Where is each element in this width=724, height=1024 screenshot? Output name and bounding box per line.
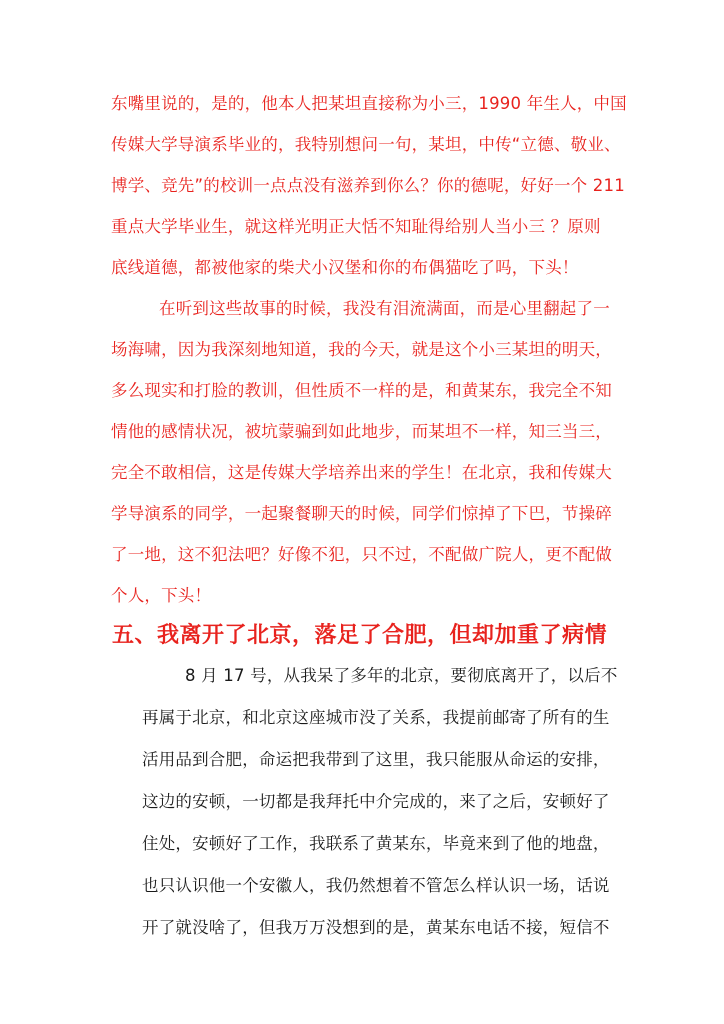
section-heading: 五、我离开了北京，落足了合肥，但却加重了病情: [112, 623, 608, 648]
red-paragraph-line: 重点大学毕业生，就这样光明正大恬不知耻得给别人当小三 ？原则: [111, 217, 601, 236]
black-paragraph-line: 8 月 17 号，从我呆了多年的北京，要彻底离开了，以后不: [185, 666, 618, 685]
black-paragraph-line: 开了就没啥了，但我万万没想到的是，黄某东电话不接，短信不: [142, 918, 610, 937]
red-paragraph-line: 东嘴里说的，是的，他本人把某坦直接称为小三，1990 年生人，中国: [111, 94, 627, 113]
red-paragraph-line: 传媒大学导演系毕业的，我特别想问一句，某坦，中传“立德、敬业、: [111, 135, 621, 154]
black-paragraph-line: 也只认识他一个安徽人，我仍然想着不管怎么样认识一场，话说: [142, 876, 610, 895]
red-paragraph-line: 博学、竞先”的校训一点点没有滋养到你么？你的德呢，好好一个 211: [111, 176, 625, 195]
red-paragraph-line: 底线道德，都被他家的柴犬小汉堡和你的布偶猫吃了吗，下头！: [111, 258, 579, 277]
black-paragraph-line: 这边的安顿，一切都是我拜托中介完成的，来了之后，安顿好了: [142, 792, 610, 811]
red-paragraph-line: 完全不敢相信，这是传媒大学培养出来的学生！在北京，我和传媒大: [111, 463, 612, 482]
red-paragraph-line: 学导演系的同学，一起聚餐聊天的时候，同学们惊掉了下巴，节操碎: [111, 504, 612, 523]
red-paragraph-line: 情他的感情状况，被坑蒙骗到如此地步，而某坦不一样，知三当三，: [111, 422, 612, 441]
black-paragraph-line: 活用品到合肥，命运把我带到了这里，我只能服从命运的安排，: [142, 750, 610, 769]
black-paragraph-line: 住处，安顿好了工作，我联系了黄某东，毕竟来到了他的地盘，: [142, 834, 610, 853]
red-paragraph-line: 个人，下头！: [111, 586, 212, 605]
black-paragraph-line: 再属于北京，和北京这座城市没了关系，我提前邮寄了所有的生: [142, 708, 610, 727]
red-paragraph-line: 多么现实和打脸的教训，但性质不一样的是，和黄某东，我完全不知: [111, 381, 612, 400]
red-paragraph-line: 了一地，这不犯法吧？好像不犯，只不过，不配做广院人，更不配做: [111, 545, 612, 564]
red-paragraph-line: 场海啸，因为我深刻地知道，我的今天，就是这个小三某坦的明天，: [111, 340, 612, 359]
red-paragraph-line: 在听到这些故事的时候，我没有泪流满面，而是心里翻起了一: [159, 299, 610, 318]
